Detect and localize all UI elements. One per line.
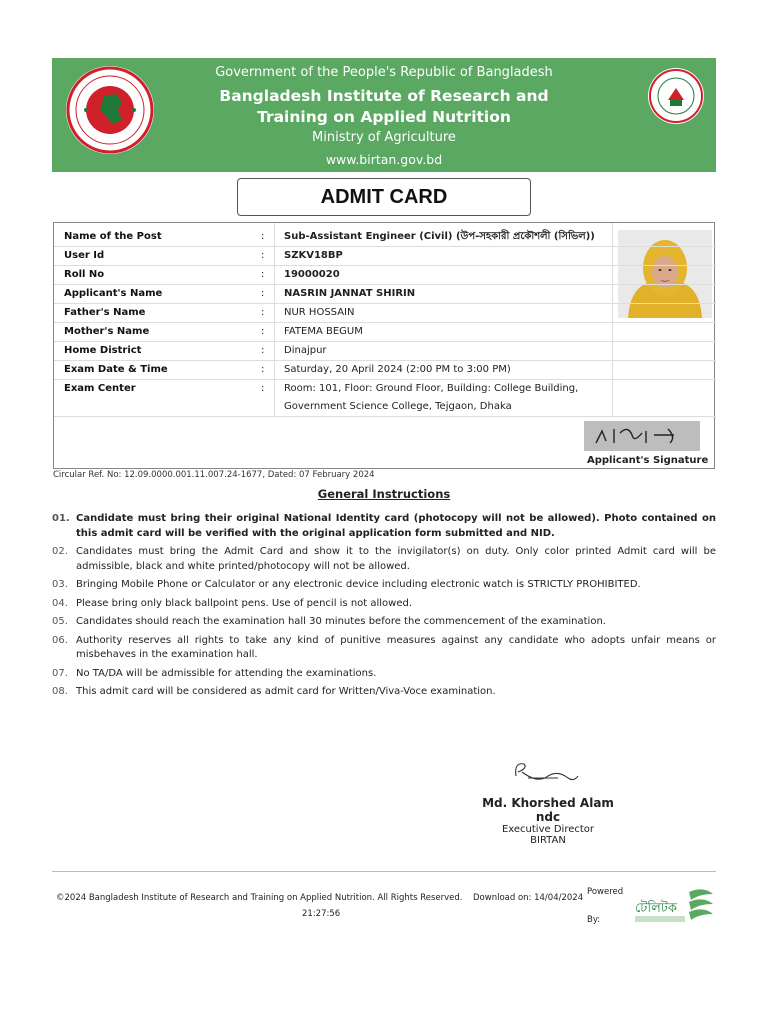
government-line: Government of the People's Republic of Bangladesh <box>215 65 553 80</box>
instruction-item <box>52 615 716 630</box>
instruction-item <box>52 545 716 574</box>
instruction-number: 03. <box>52 579 68 590</box>
instruction-text: No TA/DA will be admissible for attending the examinations. <box>76 667 377 679</box>
info-row-colon: : <box>261 345 265 356</box>
instruction-item <box>52 512 716 541</box>
instructions-list <box>52 512 716 704</box>
instructions-title: General Instructions <box>317 487 451 501</box>
director-designation: Executive Director <box>501 824 595 835</box>
header-banner <box>52 58 716 172</box>
instruction-number: 02. <box>52 546 68 557</box>
instruction-text: Candidate must bring their original National Identity card (photocopy will not be allowed). Photo contained on this admit card will be verified with the original application form submitted and NID. <box>76 513 716 539</box>
info-row-colon: : <box>261 364 265 375</box>
instruction-item <box>52 578 716 593</box>
info-row-colon: : <box>261 231 265 242</box>
info-row-colon: : <box>261 250 265 261</box>
instruction-text: Candidates should reach the examination hall 30 minutes before the commencement of the examination. <box>76 616 606 627</box>
info-row-label: Home District <box>64 345 142 356</box>
info-row-value: Saturday, 20 April 2024 (2:00 PM to 3:00 PM) <box>284 364 511 375</box>
teletalk-logo-icon <box>633 886 717 926</box>
info-row <box>54 227 614 246</box>
info-row-label: Name of the Post <box>64 231 162 242</box>
info-row-label: Father's Name <box>64 307 146 318</box>
footer-divider <box>52 871 716 872</box>
info-row-colon: : <box>261 326 265 337</box>
instruction-text: Authority reserves all rights to take any kind of punitive measures against any candidate who adopts unfair means or misbehaves in the examination hall. <box>76 634 716 660</box>
info-row-label: User Id <box>64 250 105 261</box>
instruction-text: Candidates must bring the Admit Card and show it to the invigilator(s) on duty. Only color printed Admit card will be admissible, black and white printed/photocopy will not be allowed. <box>76 546 716 572</box>
director-name: Md. Khorshed Alam ndc <box>482 796 614 824</box>
info-row <box>54 284 614 303</box>
info-row <box>54 322 614 341</box>
instruction-text: Bringing Mobile Phone or Calculator or any electronic device including electronic watch is STRICTLY PROHIBITED. <box>76 579 641 590</box>
applicant-signature-image <box>584 421 700 451</box>
director-block <box>468 796 628 846</box>
instruction-item <box>52 597 716 612</box>
info-row-colon: : <box>261 307 265 318</box>
row-divider <box>54 416 716 417</box>
info-row-label: Roll No <box>64 269 105 280</box>
info-row-colon: : <box>261 383 265 394</box>
by-label: By: <box>587 915 601 925</box>
column-divider <box>274 223 275 416</box>
info-row-value: NASRIN JANNAT SHIRIN <box>284 288 416 299</box>
info-row-value: Sub-Assistant Engineer (Civil) (উপ-সহকারী প্রকৌশলী (সিভিল)) <box>284 231 595 242</box>
info-row-value: Dinajpur <box>284 345 327 356</box>
info-row-value: SZKV18BP <box>284 250 343 261</box>
instruction-text: Please bring only black ballpoint pens. Use of pencil is not allowed. <box>76 597 413 609</box>
institute-name: Bangladesh Institute of Research and Training on Applied Nutrition <box>219 87 549 126</box>
instruction-number: 05. <box>52 616 68 627</box>
info-row <box>54 341 614 360</box>
instruction-item <box>52 685 716 700</box>
info-row-label: Exam Date & Time <box>64 364 168 375</box>
admit-card-title: ADMIT CARD <box>237 178 531 216</box>
info-row-label: Mother's Name <box>64 326 150 337</box>
info-row-colon: : <box>261 288 265 299</box>
circular-reference: Circular Ref. No: 12.09.0000.001.11.007.24-1677, Dated: 07 February 2024 <box>53 470 375 480</box>
instruction-item <box>52 667 716 682</box>
info-row-value: Room: 101, Floor: Ground Floor, Building: College Building, Government Science College, Tejgaon, Dhaka <box>284 383 579 412</box>
info-row <box>54 360 614 379</box>
birtan-logo-icon <box>648 68 704 124</box>
column-divider <box>612 223 613 416</box>
info-row-value: FATEMA BEGUM <box>284 326 363 337</box>
download-time: 21:27:56 <box>302 909 341 919</box>
info-row <box>54 379 614 412</box>
instruction-number: 04. <box>52 597 68 609</box>
instruction-number: 07. <box>52 667 68 679</box>
download-date: Download on: 14/04/2024 <box>473 893 584 903</box>
website-link[interactable]: www.birtan.gov.bd <box>325 152 443 167</box>
instruction-number: 06. <box>52 634 68 646</box>
info-row-label: Exam Center <box>64 383 136 394</box>
applicant-info-table <box>53 222 715 469</box>
svg-text:টেলিটক: টেলিটক <box>635 901 677 916</box>
ministry-line: Ministry of Agriculture <box>312 130 456 145</box>
applicant-photo <box>618 230 712 318</box>
info-row-value: NUR HOSSAIN <box>284 307 355 318</box>
powered-label: Powered <box>587 887 624 897</box>
signature-label: Applicant's Signature <box>587 455 709 466</box>
director-signature-image <box>508 756 582 786</box>
info-row <box>54 265 614 284</box>
info-row-colon: : <box>261 269 265 280</box>
instruction-item <box>52 634 716 663</box>
info-row <box>54 246 614 265</box>
instruction-number: 08. <box>52 686 68 697</box>
info-row-value: 19000020 <box>284 269 340 280</box>
info-row <box>54 303 614 322</box>
copyright-text: ©2024 Bangladesh Institute of Research and Training on Applied Nutrition. All Rights Reserved. <box>56 893 463 903</box>
info-row-label: Applicant's Name <box>64 288 163 299</box>
instruction-text: This admit card will be considered as admit card for Written/Viva-Voce examination. <box>76 686 496 697</box>
director-organization: BIRTAN <box>530 835 566 846</box>
instruction-number: 01. <box>52 513 70 524</box>
